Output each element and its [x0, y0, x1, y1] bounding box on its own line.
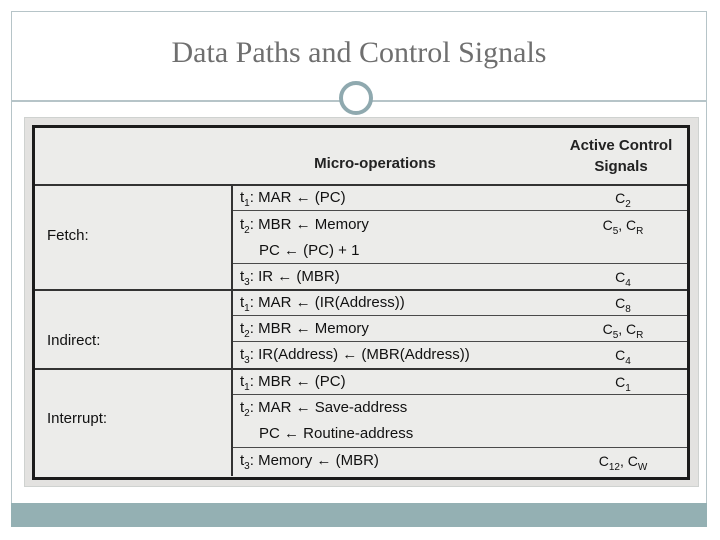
control-signal: [563, 374, 683, 394]
micro-operation: [240, 452, 379, 472]
micro-operation: [240, 294, 405, 314]
micro-operation: [259, 425, 413, 442]
column-divider: [231, 184, 233, 476]
group-rule-fetch: [35, 289, 687, 291]
group-rule-indirect: [35, 368, 687, 370]
signal-index: 5: [612, 329, 619, 341]
signal-letter: C: [615, 374, 626, 390]
micro-operation-text: : IR ← (MBR): [249, 268, 340, 285]
micro-operation: [240, 268, 340, 288]
group-label-interrupt: Interrupt:: [47, 410, 108, 427]
signal-index: R: [636, 225, 644, 237]
time-step-label: t: [240, 294, 245, 311]
time-step-label: t: [240, 189, 245, 206]
micro-operation-text: PC ← (PC) + 1: [259, 242, 360, 259]
control-signal: [563, 321, 683, 341]
row-rule: [231, 341, 687, 342]
micro-operation: [240, 399, 407, 419]
row-rule: [231, 447, 687, 448]
header-active-control-line1: Active Control: [569, 137, 673, 154]
signal-letter: C: [602, 217, 613, 233]
signal-index: 5: [612, 225, 619, 237]
micro-operations-table: [32, 125, 690, 480]
control-signal: [563, 269, 683, 289]
time-step-index: 3: [244, 277, 250, 288]
time-step-label: t: [240, 268, 245, 285]
time-step-index: 3: [244, 355, 250, 366]
control-signal: [563, 453, 683, 473]
divider-circle-ornament: [339, 81, 373, 115]
signal-index: W: [637, 461, 648, 473]
time-step-index: 2: [244, 329, 250, 340]
row-rule: [231, 263, 687, 264]
table-image-panel: [24, 117, 699, 487]
row-rule: [231, 394, 687, 395]
micro-operation: [259, 242, 359, 259]
control-signal: [563, 347, 683, 367]
signal-index: R: [636, 329, 644, 341]
signal-index: 2: [625, 198, 631, 210]
micro-operation-text: : Memory ← (MBR): [249, 452, 379, 469]
time-step-index: 1: [244, 382, 250, 393]
micro-operation-text: : MBR ← Memory: [249, 320, 369, 337]
signal-index: 12: [608, 461, 620, 473]
time-step-index: 2: [244, 408, 250, 419]
signal-letter: C: [615, 190, 626, 206]
micro-operation-text: PC ← Routine-address: [259, 425, 414, 442]
control-signal: [563, 295, 683, 315]
signal-letter: , C: [618, 217, 637, 233]
signal-index: 1: [625, 382, 631, 394]
micro-operation: [240, 320, 369, 340]
signal-letter: C: [615, 347, 626, 363]
time-step-label: t: [240, 320, 245, 337]
time-step-index: 1: [244, 198, 250, 209]
micro-operation-text: : MAR ← (PC): [249, 189, 346, 206]
micro-operation: [240, 346, 470, 366]
micro-operation: [240, 373, 346, 393]
micro-operation-text: : MBR ← (PC): [249, 373, 346, 390]
time-step-label: t: [240, 399, 245, 416]
slide-title: Data Paths and Control Signals: [171, 36, 547, 69]
header-micro-operations: Micro-operations: [314, 155, 436, 172]
signal-letter: C: [615, 295, 626, 311]
time-step-index: 3: [244, 461, 250, 472]
signal-index: 8: [625, 303, 631, 315]
micro-operation-text: : MBR ← Memory: [249, 216, 369, 233]
group-label-fetch: Fetch:: [47, 227, 89, 244]
control-signal: [563, 217, 683, 237]
time-step-index: 1: [244, 303, 250, 314]
micro-operation-text: : IR(Address) ← (MBR(Address)): [249, 346, 470, 363]
time-step-label: t: [240, 373, 245, 390]
group-label-indirect: Indirect:: [47, 332, 101, 349]
header-rule: [35, 184, 687, 186]
row-rule: [231, 210, 687, 211]
signal-index: 4: [625, 355, 631, 367]
micro-operation-text: : MAR ← (IR(Address)): [249, 294, 405, 311]
row-rule: [231, 315, 687, 316]
time-step-label: t: [240, 452, 245, 469]
signal-letter: , C: [618, 321, 637, 337]
header-active-control-line2: Signals: [594, 158, 648, 175]
micro-operation: [240, 216, 369, 236]
signal-letter: , C: [619, 453, 638, 469]
footer-bar: [11, 503, 707, 527]
control-signal: [563, 190, 683, 210]
signal-letter: C: [615, 269, 626, 285]
micro-operation: [240, 189, 346, 209]
signal-letter: C: [598, 453, 609, 469]
time-step-index: 2: [244, 225, 250, 236]
time-step-label: t: [240, 216, 245, 233]
time-step-label: t: [240, 346, 245, 363]
signal-letter: C: [602, 321, 613, 337]
micro-operation-text: : MAR ← Save-address: [249, 399, 408, 416]
signal-index: 4: [625, 277, 631, 289]
